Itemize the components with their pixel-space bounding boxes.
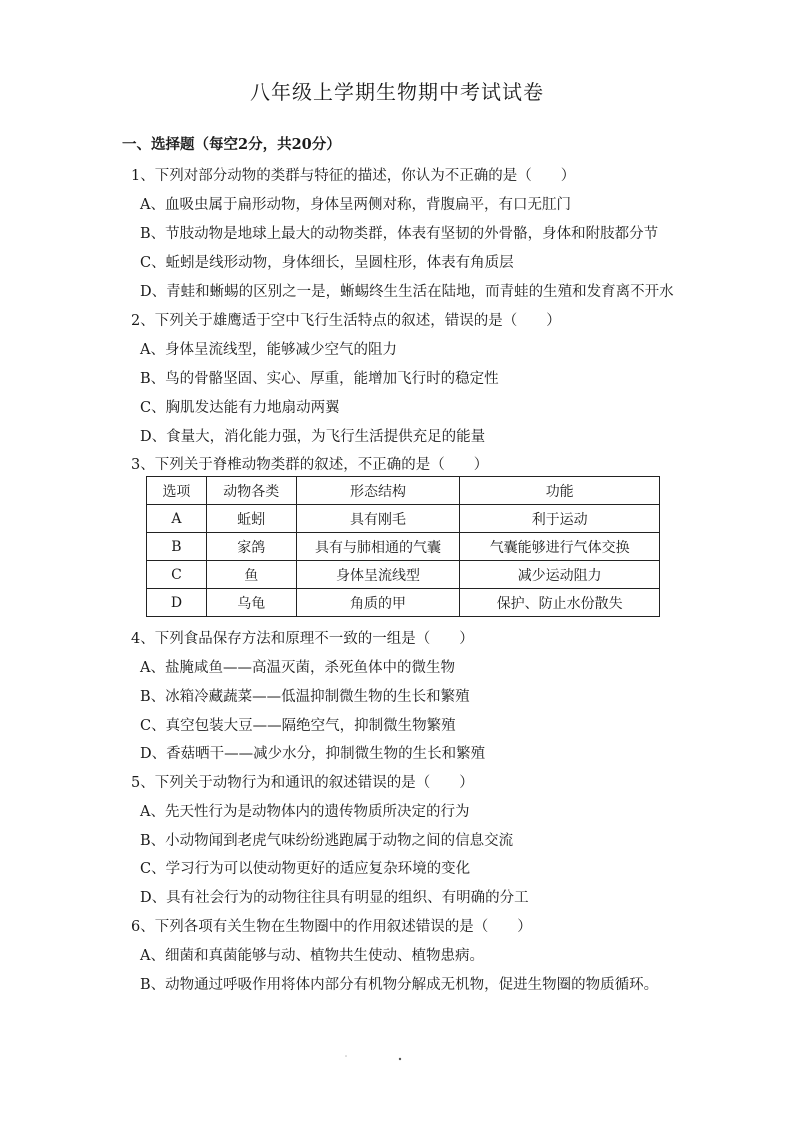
table-cell: A bbox=[147, 505, 207, 533]
question-1-stem: 1、下列对部分动物的类群与特征的描述，你认为不正确的是（ ） bbox=[131, 168, 576, 184]
table-cell: B bbox=[147, 533, 207, 561]
table-row bbox=[147, 533, 660, 561]
table-cell: 身体呈流线型 bbox=[296, 561, 460, 589]
page-title: 八年级上学期生物期中考试试卷 bbox=[250, 80, 544, 104]
scan-specks bbox=[340, 1052, 420, 1067]
table-row bbox=[147, 589, 660, 617]
table-cell: 家鸽 bbox=[206, 533, 296, 561]
table-cell: 气囊能够进行气体交换 bbox=[460, 533, 660, 561]
question-1-option-c: C、蚯蚓是线形动物，身体细长，呈圆柱形，体表有角质层 bbox=[140, 255, 514, 271]
question-4-option-a: A、盐腌咸鱼——高温灭菌，杀死鱼体中的微生物 bbox=[140, 660, 455, 676]
section-heading: 一、选择题（每空2分，共20分） bbox=[122, 136, 341, 153]
table-cell: 乌龟 bbox=[206, 589, 296, 617]
question-2-option-a: A、身体呈流线型，能够减少空气的阻力 bbox=[140, 342, 397, 358]
question-4-option-b: B、冰箱冷藏蔬菜——低温抑制微生物的生长和繁殖 bbox=[140, 689, 470, 705]
table-cell: 具有刚毛 bbox=[296, 505, 460, 533]
question-2-option-d: D、食量大，消化能力强，为飞行生活提供充足的能量 bbox=[140, 429, 486, 445]
table-header-cell: 功能 bbox=[460, 477, 660, 505]
table-header-row bbox=[147, 477, 660, 505]
table-cell: 减少运动阻力 bbox=[460, 561, 660, 589]
question-4-option-c: C、真空包装大豆——隔绝空气，抑制微生物繁殖 bbox=[140, 718, 456, 734]
question-3-stem: 3、下列关于脊椎动物类群的叙述，不正确的是（ ） bbox=[131, 457, 489, 473]
question-5-option-b: B、小动物闻到老虎气味纷纷逃跑属于动物之间的信息交流 bbox=[140, 833, 514, 849]
table-header-cell: 动物各类 bbox=[206, 477, 296, 505]
table-cell: 蚯蚓 bbox=[206, 505, 296, 533]
question-1-option-d: D、青蛙和蜥蜴的区别之一是，蜥蜴终生生活在陆地，而青蛙的生殖和发育离不开水 bbox=[140, 284, 674, 300]
table-row bbox=[147, 505, 660, 533]
question-5-option-d: D、具有社会行为的动物往往具有明显的组织、有明确的分工 bbox=[140, 890, 529, 906]
question-2-option-c: C、胸肌发达能有力地扇动两翼 bbox=[140, 400, 340, 416]
question-2-option-b: B、鸟的骨骼坚固、实心、厚重，能增加飞行时的稳定性 bbox=[140, 371, 499, 387]
question-6-stem: 6、下列各项有关生物在生物圈中的作用叙述错误的是（ ） bbox=[131, 919, 532, 935]
table-cell: 角质的甲 bbox=[296, 589, 460, 617]
question-3-table bbox=[146, 476, 660, 617]
question-4-stem: 4、下列食品保存方法和原理不一致的一组是（ ） bbox=[131, 631, 474, 647]
question-6-option-b: B、动物通过呼吸作用将体内部分有机物分解成无机物，促进生物圈的物质循环。 bbox=[140, 977, 659, 993]
question-5-option-c: C、学习行为可以使动物更好的适应复杂环境的变化 bbox=[140, 861, 471, 877]
table-cell: 鱼 bbox=[206, 561, 296, 589]
question-5-stem: 5、下列关于动物行为和通讯的叙述错误的是（ ） bbox=[131, 775, 474, 791]
table-header-cell: 选项 bbox=[147, 477, 207, 505]
table-row bbox=[147, 561, 660, 589]
table-cell: D bbox=[147, 589, 207, 617]
question-2-stem: 2、下列关于雄鹰适于空中飞行生活特点的叙述，错误的是（ ） bbox=[131, 313, 561, 329]
question-5-option-a: A、先天性行为是动物体内的遗传物质所决定的行为 bbox=[140, 804, 470, 820]
scan-noise-icon bbox=[340, 1052, 420, 1064]
question-1-option-b: B、节肢动物是地球上最大的动物类群，体表有坚韧的外骨骼，身体和附肢都分节 bbox=[140, 226, 659, 242]
table-cell: C bbox=[147, 561, 207, 589]
question-6-option-a: A、细菌和真菌能够与动、植物共生使动、植物患病。 bbox=[140, 948, 484, 964]
question-4-option-d: D、香菇晒干——减少水分，抑制微生物的生长和繁殖 bbox=[140, 746, 486, 762]
table-header-cell: 形态结构 bbox=[296, 477, 460, 505]
table-cell: 具有与肺相通的气囊 bbox=[296, 533, 460, 561]
question-1-option-a: A、血吸虫属于扁形动物，身体呈两侧对称，背腹扁平，有口无肛门 bbox=[140, 197, 571, 213]
table-cell: 保护、防止水份散失 bbox=[460, 589, 660, 617]
table-cell: 利于运动 bbox=[460, 505, 660, 533]
